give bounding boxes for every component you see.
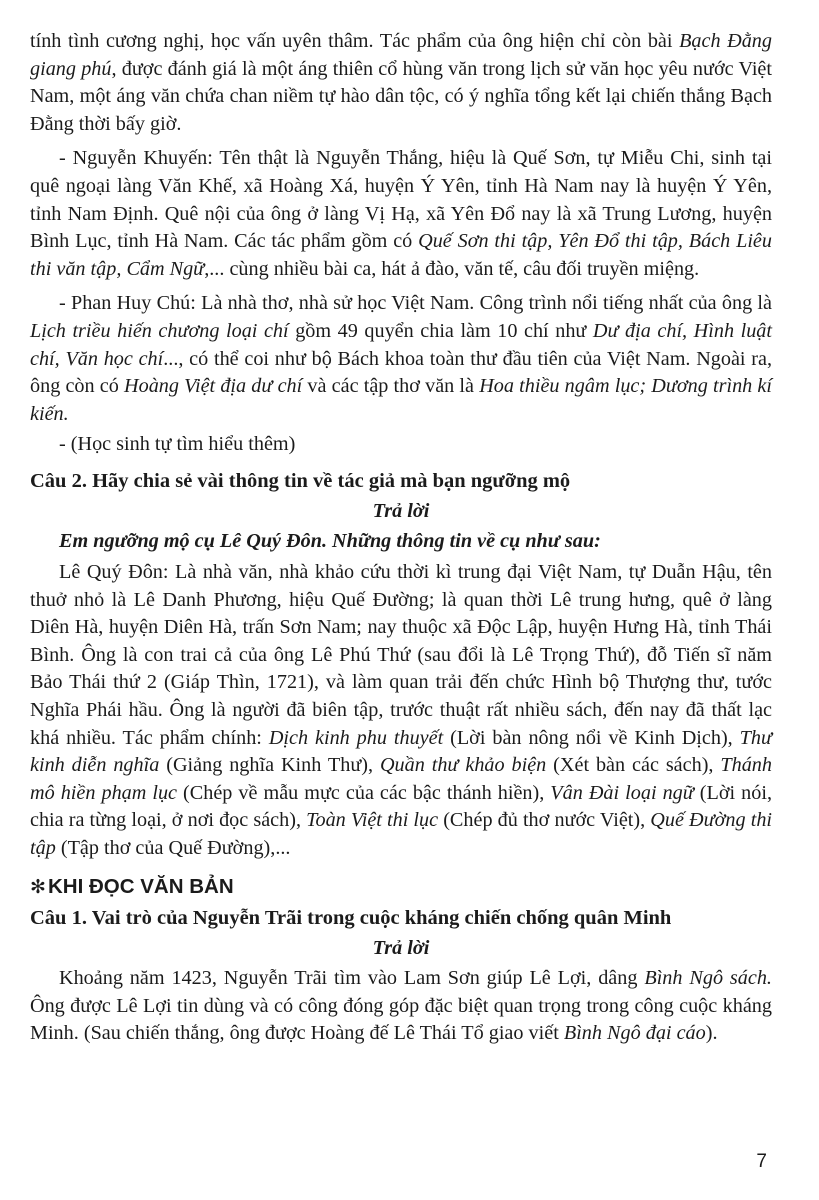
paragraph-le-quy-don <box>30 559 772 863</box>
question-2-heading: Câu 2. Hãy chia sẻ vài thông tin về tác giả mà bạn ngưỡng mộ <box>30 469 571 492</box>
asterisk-icon: ✻ <box>30 876 46 898</box>
text: Lê Quý Đôn: Là nhà văn, nhà khảo cứu thời kì trung đại Việt Nam, tự Duẫn Hậu, tên thuở nhỏ là Lê Danh Phương, hiệu Quế Đường; là quan thời Lê trung hưng, quê ở làng Diên Hà, huyện Diên Hà, trấn Sơn Nam; nay thuộc xã Độc Lập, huyện Hưng Hà, tỉnh Thái Bình. Ông là con trai cả của ông Lê Phú Thứ (sau đổi là Lê Trọng Thứ), đỗ Tiến sĩ năm Bảo Thái thứ 2 (Giáp Thìn, 1721), và làm quan trải đến chức Hình bộ Thượng thư, tước Nghĩa Phái hầu. Ông là người đã biên tập, trước thuật rất nhiều sách, đến nay đã thất lạc khá nhiều. Tác phẩm chính: <box>30 561 772 749</box>
text: - Phan Huy Chú: Là nhà thơ, nhà sử học Việt Nam. Công trình nổi tiếng nhất của ông là <box>59 292 772 315</box>
work-title: Hoa thiều ngâm lục; Dương trình kí kiến. <box>30 375 772 425</box>
work-title: Lịch triều hiến chương loại chí <box>30 319 289 342</box>
section-heading <box>30 873 772 902</box>
work-title: Quế Đường thi tập <box>30 809 773 860</box>
text: (Xét bàn các sách), <box>546 754 721 777</box>
text: và các tập thơ văn là <box>302 375 480 398</box>
text: (Chép về mẫu mực của các bậc thánh hiền), <box>177 781 551 804</box>
text: tính tình cương nghị, học vấn uyên thâm. Tác phẩm của ông hiện chỉ còn bài <box>30 30 680 52</box>
work-title: Quế Sơn thi tập, Yên Đổ thi tập, Bách Liêu thi văn tập, Cẩm Ngữ <box>30 230 772 280</box>
text: gồm 49 quyển chia làm 10 chí như <box>288 319 593 342</box>
work-title: Dư địa chí, Hình luật chí, Văn học chí <box>30 319 772 370</box>
paragraph-nguyen-khuyen <box>30 145 772 283</box>
text: Khoảng năm 1423, Nguyễn Trãi tìm vào Lam Sơn giúp Lê Lợi, dâng <box>59 967 645 990</box>
paragraph-nguyen-trai <box>30 965 772 1048</box>
answer-label: Trả lời <box>372 936 430 959</box>
text: (Tập thơ của Quế Đường),... <box>55 837 291 860</box>
work-title: Toàn Việt thi lục <box>306 809 439 832</box>
paragraph-note: - (Học sinh tự tìm hiểu thêm) <box>59 433 296 456</box>
text: , được đánh giá là một áng thiên cổ hùng văn trong lịch sử văn học yêu nước Việt Nam, một áng văn chứa chan niềm tự hào dân tộc, có ý nghĩa tổng kết lại chiến thắng Bạch Đằng thời bấy giờ. <box>30 57 772 135</box>
text: Ông được Lê Lợi tin dùng và có công đóng góp đặc biệt quan trọng trong công cuộc kháng Minh. (Sau chiến thắng, ông được Hoàng đế Lê Thái Tổ giao viết <box>30 994 772 1045</box>
work-title: Bạch Đằng giang phú <box>30 30 772 80</box>
text: ..., có thể coi như bộ Bách khoa toàn thư đầu tiên của Việt Nam. Ngoài ra, ông còn có <box>30 347 772 398</box>
work-title: Thánh mô hiền phạm lục <box>30 754 772 804</box>
paragraph-phan-huy-chu <box>30 290 772 428</box>
work-title: Bình Ngô đại cáo <box>563 1022 706 1045</box>
text: (Giảng nghĩa Kinh Thư), <box>159 754 380 777</box>
work-title: Quần thư khảo biện <box>379 754 547 777</box>
section-title: KHI ĐỌC VĂN BẢN <box>48 874 234 898</box>
work-title: Hoàng Việt địa dư chí <box>124 375 303 398</box>
answer-lead: Em ngưỡng mộ cụ Lê Quý Đôn. Những thông tin về cụ như sau: <box>59 529 601 552</box>
text: ,... cùng nhiều bài ca, hát ả đào, văn tế, câu đối truyền miệng. <box>204 257 700 280</box>
work-title: Thư kinh diễn nghĩa <box>30 726 772 777</box>
question-1-heading: Câu 1. Vai trò của Nguyễn Trãi trong cuộc kháng chiến chống quân Minh <box>30 906 672 929</box>
text: (Chép đủ thơ nước Việt), <box>438 809 651 832</box>
page-number: 7 <box>756 1151 767 1172</box>
text: (Lời nói, chia ra từng loại, ở nơi đọc sách), <box>30 781 773 832</box>
text: - Nguyễn Khuyến: Tên thật là Nguyễn Thắng, hiệu là Quế Sơn, tự Miễu Chi, sinh tại quê ngoại làng Văn Khế, xã Hoàng Xá, huyện Ý Yên, tỉnh Hà Nam nay là huyện Ý Yên, tỉnh Nam Định. Quê nội của ông ở làng Vị Hạ, xã Yên Đổ nay là xã Trung Lương, huyện Bình Lục, tỉnh Hà Nam. Các tác phẩm gồm có <box>30 147 772 253</box>
text: (Lời bàn nông nổi về Kinh Dịch), <box>443 726 740 749</box>
work-title: Dịch kinh phu thuyết <box>268 726 444 749</box>
paragraph-bach-dang <box>30 28 772 138</box>
answer-label: Trả lời <box>372 499 430 522</box>
work-title: Bình Ngô sách. <box>644 967 772 990</box>
work-title: Vân Đài loại ngữ <box>550 781 694 804</box>
page-content <box>30 28 772 1048</box>
text: ). <box>705 1022 718 1045</box>
